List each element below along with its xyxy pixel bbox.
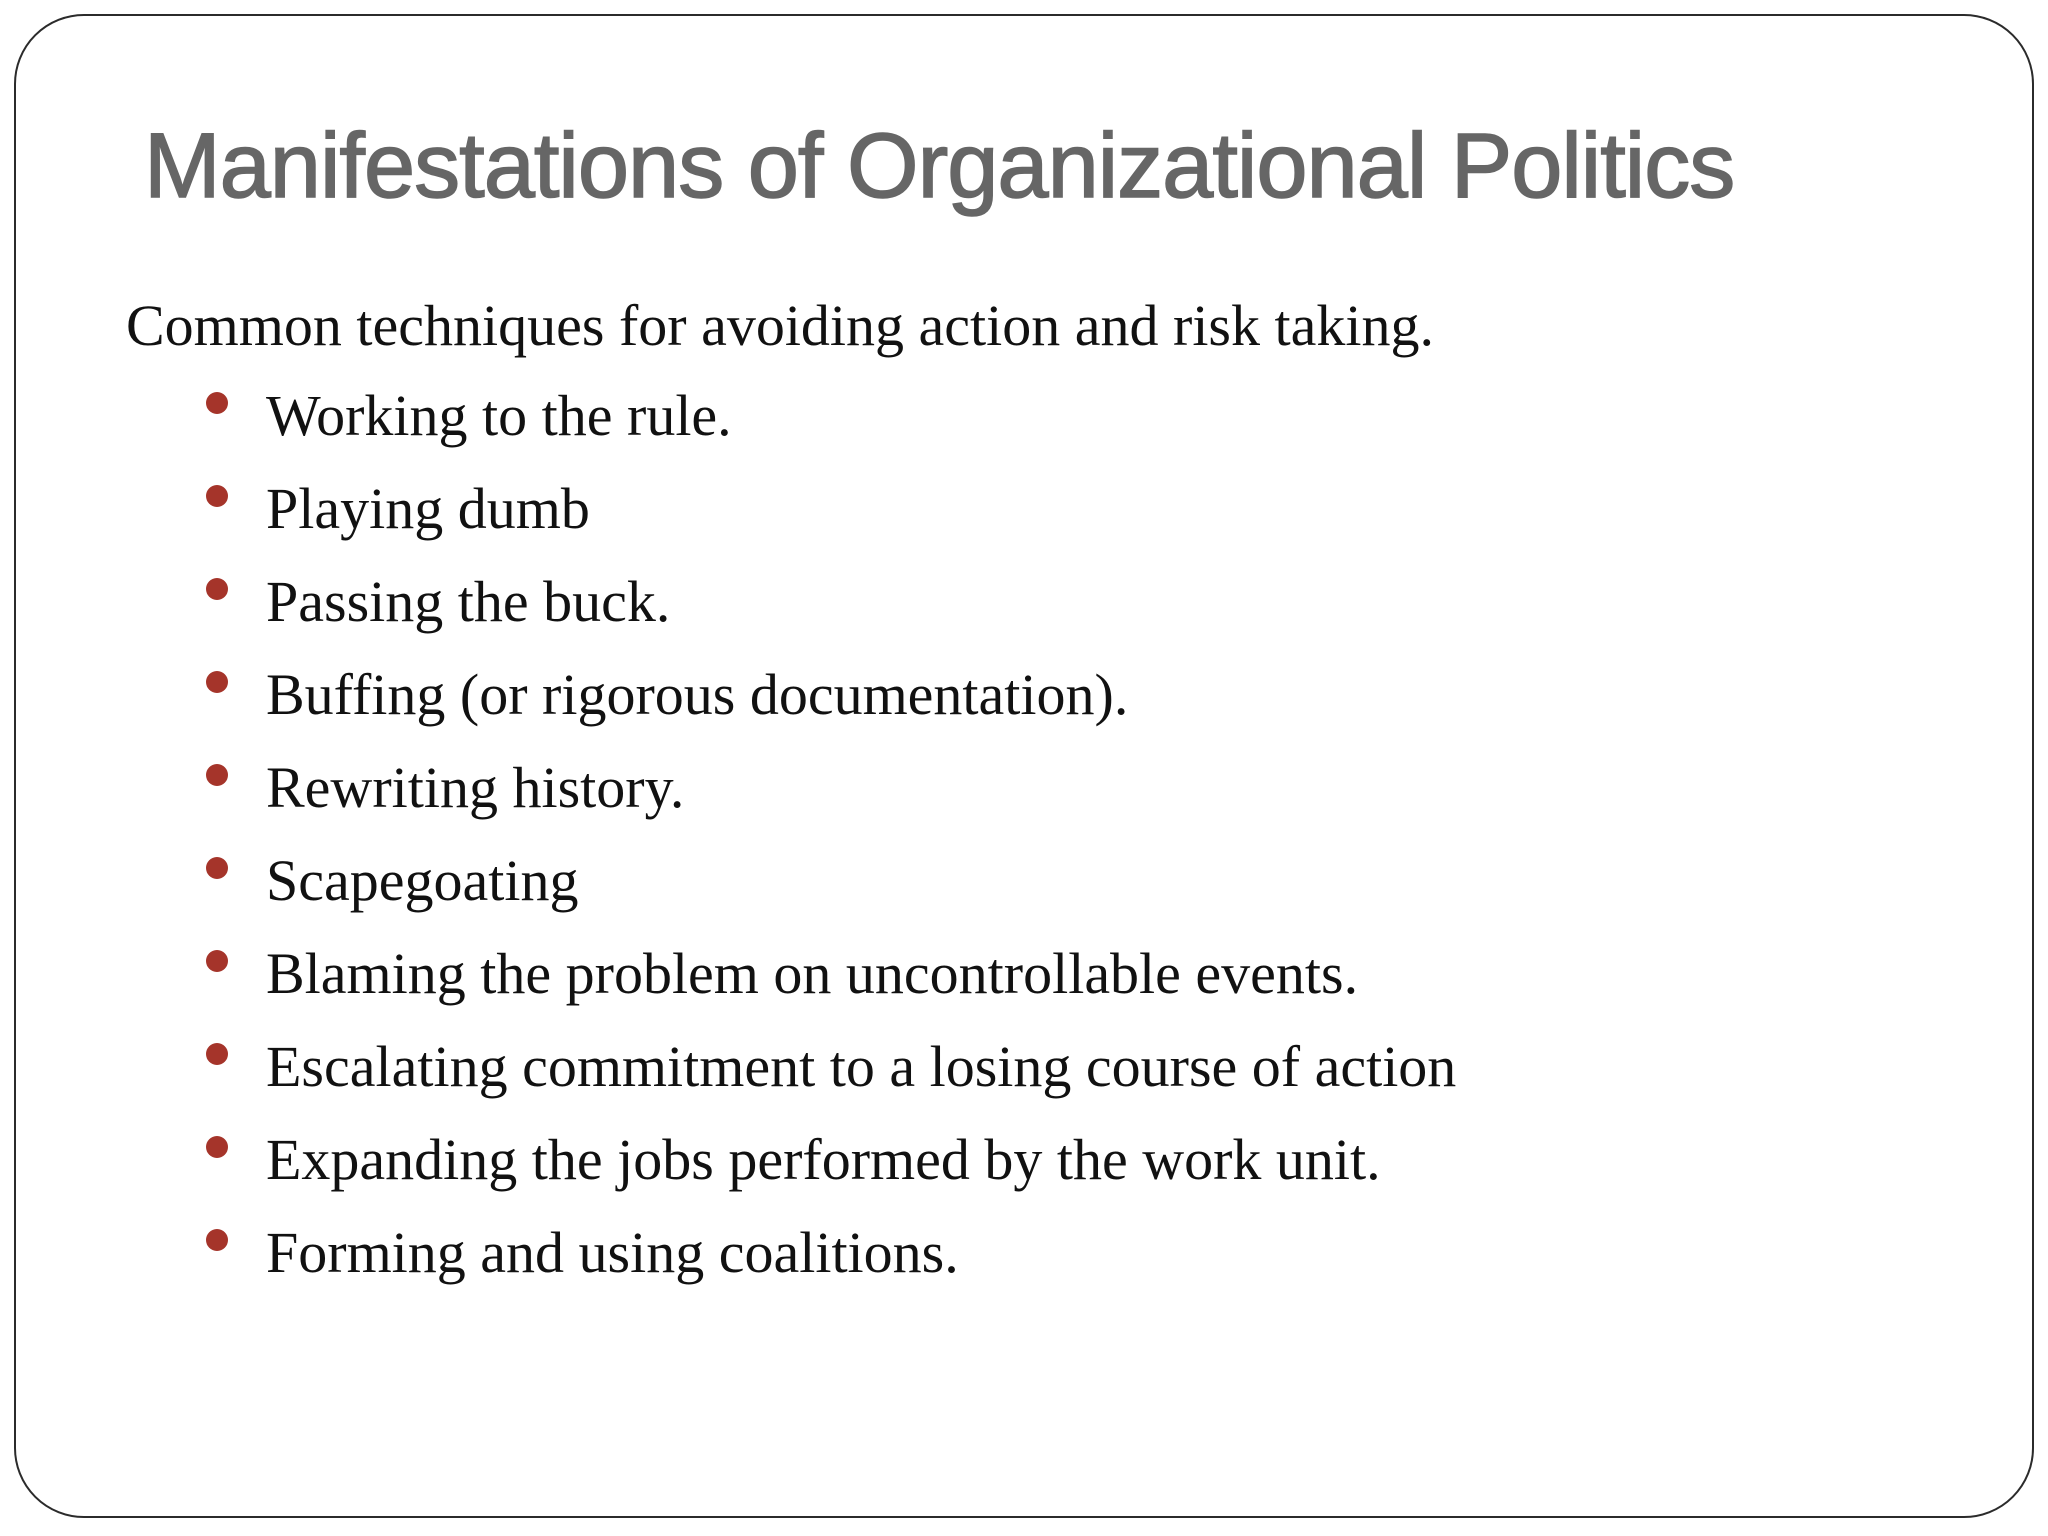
bullet-icon: [206, 764, 228, 786]
bullet-icon: [206, 1229, 228, 1251]
list-item: [206, 843, 1456, 936]
list-item: [206, 1215, 1456, 1308]
bullet-icon: [206, 485, 228, 507]
list-item: [206, 1122, 1456, 1215]
bullet-icon: [206, 578, 228, 600]
list-item: [206, 936, 1456, 1029]
list-item-text: Passing the buck.: [266, 569, 671, 634]
slide-frame: [14, 14, 2034, 1518]
bullet-icon: [206, 671, 228, 693]
list-item: [206, 378, 1456, 471]
bullet-icon: [206, 1136, 228, 1158]
list-item: [206, 657, 1456, 750]
bullet-list: [206, 378, 1456, 1308]
list-item: [206, 471, 1456, 564]
list-item: [206, 564, 1456, 657]
list-item-text: Escalating commitment to a losing course of action: [266, 1034, 1457, 1099]
bullet-icon: [206, 1043, 228, 1065]
list-item-text: Buffing (or rigorous documentation).: [266, 662, 1129, 727]
bullet-icon: [206, 857, 228, 879]
bullet-icon: [206, 392, 228, 414]
list-item-text: Working to the rule.: [266, 383, 732, 448]
slide-intro: Common techniques for avoiding action and risk taking.: [126, 293, 1434, 358]
list-item-text: Expanding the jobs performed by the work unit.: [266, 1127, 1381, 1192]
list-item-text: Rewriting history.: [266, 755, 685, 820]
list-item-text: Blaming the problem on uncontrollable events.: [266, 941, 1359, 1006]
list-item: [206, 1029, 1456, 1122]
list-item: [206, 750, 1456, 843]
slide-title: Manifestations of Organizational Politics: [144, 115, 1735, 217]
bullet-icon: [206, 950, 228, 972]
list-item-text: Forming and using coalitions.: [266, 1220, 959, 1285]
list-item-text: Playing dumb: [266, 476, 590, 541]
list-item-text: Scapegoating: [266, 848, 579, 913]
